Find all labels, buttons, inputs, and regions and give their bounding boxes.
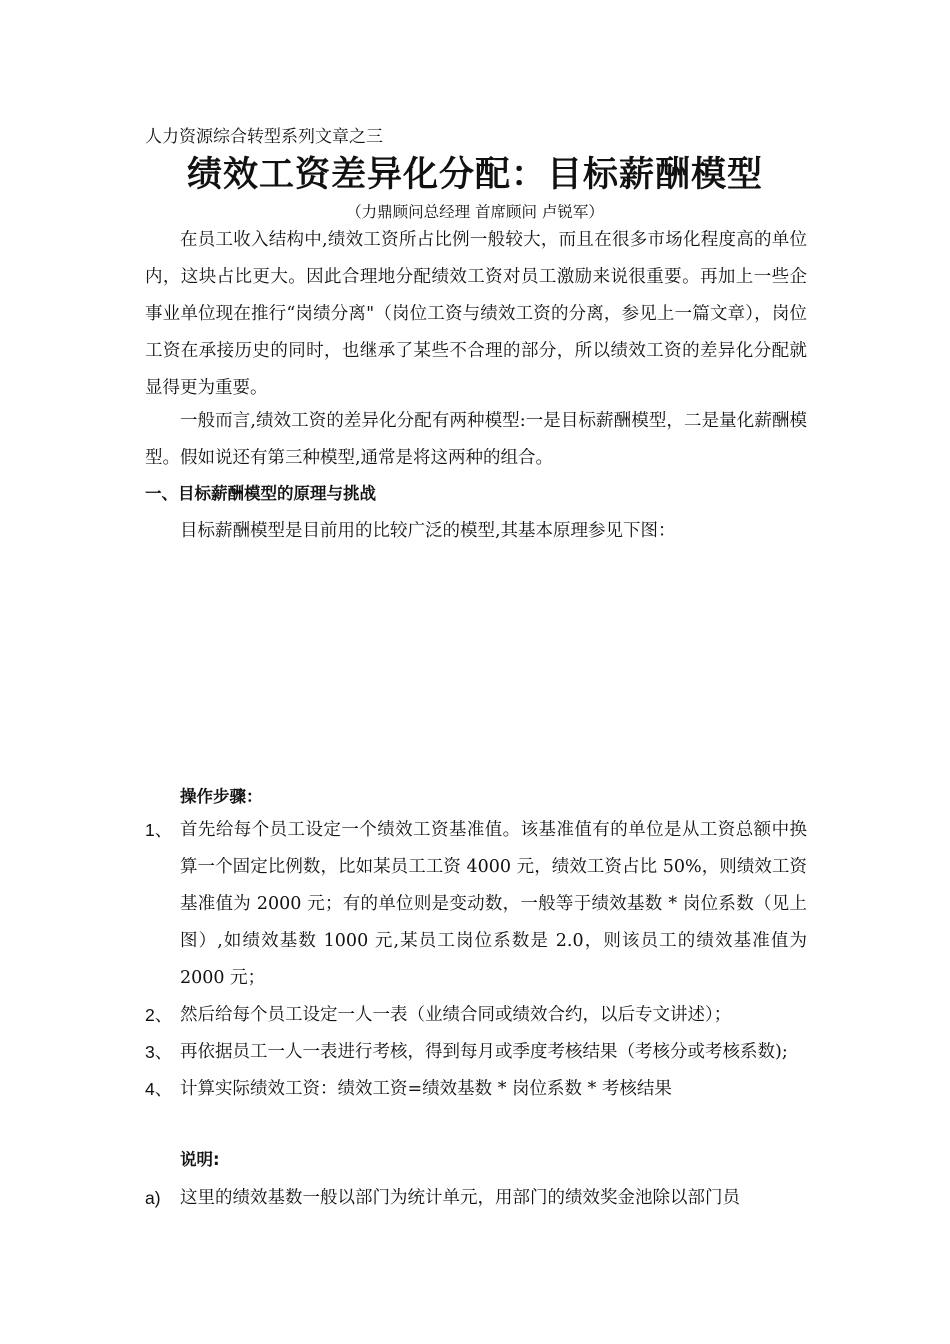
section-intro-paragraph: 目标薪酬模型是目前用的比较广泛的模型,其基本原理参见下图： (180, 521, 676, 541)
list-marker: a) (145, 1188, 161, 1208)
list-item (145, 997, 807, 1034)
list-item-text: 然后给每个员工设定一人一表（业绩合同或绩效合约，以后专文讲述）； (180, 1005, 732, 1025)
figure-placeholder (145, 555, 807, 775)
list-item (145, 1034, 807, 1071)
section-heading: 一、目标薪酬模型的原理与挑战 (145, 484, 376, 503)
list-marker: 4、 (145, 1079, 173, 1099)
notes-heading: 说明: (180, 1150, 220, 1169)
notes-list (145, 1180, 807, 1217)
list-item (145, 1071, 807, 1108)
list-item-text: 计算实际绩效工资：绩效工资=绩效基数 * 岗位系数 * 考核结果 (180, 1079, 672, 1099)
intro-paragraph: 在员工收入结构中,绩效工资所占比例一般较大，而且在很多市场化程度高的单位内，这块占比更大。因此合理地分配绩效工资对员工激励来说很重要。再加上一些企事业单位现在推行“岗绩分离"（岗位工资与绩效工资的分离，参见上一篇文章），岗位工资在承接历史的同时，也继承了某些不合理的部分，所以绩效工资的差异化分配就显得更为重要。 (145, 230, 807, 398)
list-marker: 3、 (145, 1042, 173, 1062)
author-byline: （力鼎顾问总经理 首席顾问 卢锐军） (346, 203, 604, 221)
list-item-text: 这里的绩效基数一般以部门为统计单元，用部门的绩效奖金池除以部门员 (180, 1188, 740, 1208)
article-title: 绩效工资差异化分配：目标薪酬模型 (186, 155, 763, 195)
list-item-text: 首先给每个员工设定一个绩效工资基准值。该基准值有的单位是从工资总额中换算一个固定比例数，比如某员工工资 4000 元，绩效工资占比 50%，则绩效工资基准值为 2000 元；有的单位则是变动数，一般等于绩效基数 * 岗位系数（见上图）,如绩效基数 1000 元,某员工岗位系数是 2.0，则该员工的绩效基准值为 2000 元； (180, 820, 807, 988)
steps-heading: 操作步骤： (180, 787, 263, 806)
list-marker: 1、 (145, 820, 173, 840)
list-item-text: 再依据员工一人一表进行考核，得到每月或季度考核结果（考核分或考核系数); (180, 1042, 788, 1062)
models-paragraph: 一般而言,绩效工资的差异化分配有两种模型:一是目标薪酬模型，二是量化薪酬模型。假如说还有第三种模型,通常是将这两种的组合。 (145, 411, 807, 468)
list-item (145, 1180, 807, 1217)
steps-list (145, 812, 807, 1108)
series-label: 人力资源综合转型系列文章之三 (145, 127, 383, 147)
list-item (145, 812, 807, 997)
list-marker: 2、 (145, 1005, 173, 1025)
